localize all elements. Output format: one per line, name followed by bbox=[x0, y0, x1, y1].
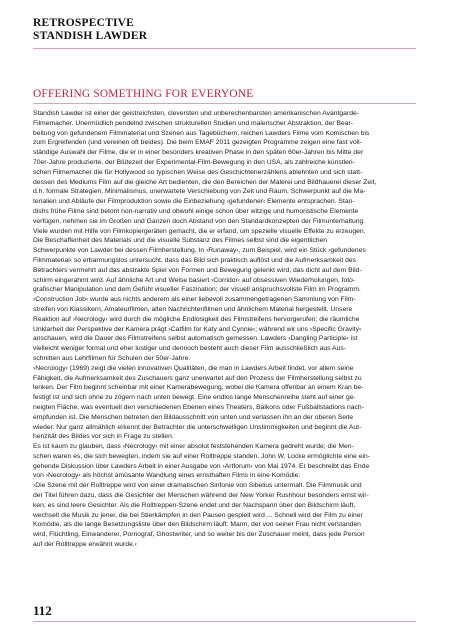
section-divider bbox=[33, 103, 416, 104]
footer-divider bbox=[33, 621, 416, 622]
body-line: Komödie, als die lange Besetzungsliste über den Bildschirm läuft: Mann, der von seiner Frau nicht verstanden bbox=[33, 521, 361, 529]
body-line: ständige Auswahl der Filme, die er in einer besonders kreativen Phase in den späten 60er-Jahren bis Mitte der bbox=[33, 149, 364, 157]
body-line: Unklarheit der Perspektive der Kamera prägt ›Catfilm for Katy and Cynnie‹; während wir uns ›Specific Gravity‹ bbox=[33, 325, 362, 333]
page-number: 112 bbox=[33, 603, 52, 618]
body-line: Reaktion auf ›Necrology‹ wird durch die mögliche Endlosigkeit des Filmstreifens hervorgerufen; die räumliche bbox=[33, 315, 360, 323]
body-line: Standish Lawder ist einer der geistreichsten, cleversten und unberechenbarsten amerikanischen Avantgarde- bbox=[33, 110, 359, 117]
body-line: Filmmaterial‹ so erbarmungslos untersucht, dass das Bild sich praktisch auflöst und die Aufmerksamkeit des bbox=[33, 256, 357, 264]
running-header bbox=[33, 17, 416, 43]
body-line: von ›Necrology‹ als höchst amüsante Wandlung eines ernsthaften Films in eine Komödie: bbox=[33, 472, 301, 480]
body-line: auf der Rolltreppe erwähnt wurde.‹ bbox=[33, 541, 137, 549]
body-line: empfunden ist. Die Menschen betreten den Bildausschnitt von unten und verlassen ihn an der oberen Seite bbox=[33, 413, 354, 421]
body-line: ›Construction Job‹ wurde aus nichts anderem als einer liebevoll zusammengetragenen Sammlung von Film- bbox=[33, 296, 356, 304]
body-line: Betrachters vermehrt auf das abstrakte Spiel von Formen und Bewegung gelenkt wird, das dicht auf dem Bild- bbox=[33, 266, 362, 274]
section-title: OFFERING SOMETHING FOR EVERYONE bbox=[33, 88, 254, 100]
body-line: verfügen, nehmen sie im Großen und Ganzen doch Abstand von den Standardkonzepten der Filmunterhaltung. bbox=[33, 217, 366, 225]
body-line: schen Filmemacher die für Hollywood so typischen Weise des Geschichtenerzählens ablehnten und sich statt- bbox=[33, 168, 363, 176]
body-line: Viele wurden mit Hilfe von Filmkopiergeräten gemacht, die er erfand, um spezielle visuelle Effekte zu erzeugen. bbox=[33, 227, 366, 235]
body-line: ken; es sind leere Gesichter. Als die Rolltreppen-Szene endet und der Nachspann über den Bildschirm läuft, bbox=[33, 501, 356, 509]
body-line: terialien und Abläufe der Filmproduktion sowie die Einbeziehung ›gefundener‹ Elemente entsprachen. Stan- bbox=[33, 198, 355, 206]
body-line: Es ist kaum zu glauben, dass ›Necrology‹ mit einer absolut feststehenden Kamera gedreht wurde; die Men- bbox=[33, 443, 354, 451]
body-line: ›Necrology‹ (1969) zeigt die vielen innovativen Qualitäten, die man in Lawders Arbeit findet, vor allem seine bbox=[33, 364, 354, 372]
body-line: schen waren es, die sich bewegten, indem sie auf einer Rolltreppe standen. John W. Locke ermöglichte eine ein- bbox=[33, 452, 370, 460]
body-line: wieder. Nur ganz allmählich erkennt der Betrachter die unterschwelligen Unstimmigkeiten und beginnt die Aut- bbox=[33, 423, 362, 431]
body-line: gehende Diskussion über Lawders Arbeit in einer Ausgabe von ›Artforum‹ von Mai 1974. Er beschreibt das Ende bbox=[33, 462, 370, 470]
body-line: schirm eingerahmt wird. Auf ähnliche Art und Weise basiert ›Corridor‹ auf obsessiven Wiederholungen, foto- bbox=[33, 276, 356, 284]
body-line: beitung von gefundenem Filmmaterial und Szenen aus Tagebüchern, reichen Lawders Filme vom Komischen bis bbox=[33, 129, 370, 137]
body-line: zum Ergreifenden (und vereinen oft beides). Die beim EMAF 2011 gezeigten Programme zeigen eine fast voll- bbox=[33, 139, 362, 147]
body-line: ›Die Szene mit der Rolltreppe wird von einer dramatischen Sinfonie von Sibelius untermalt. Die Filmmusik und bbox=[33, 482, 362, 490]
body-line: vielleicht weniger formal und eher lustiger und dennoch besteht auch dieser Film ausschließlich aus Aus- bbox=[33, 345, 346, 353]
body-line: dessen des Mediums Film auf die gleiche Art bedienten, die den Bereichen der Malerei und Bildhauerei dieser Zeit, bbox=[33, 178, 377, 186]
header-title: STANDISH LAWDER bbox=[33, 30, 148, 42]
body-line: Filmemacher. Unermüdlich pendelnd zwischen strukturellen Studien und malerischer Abstraktion, der Bear- bbox=[33, 119, 354, 127]
body-line: Schwerpunkte von Lawder bei dessen Filmherstellung. In ›Runaway‹, zum Beispiel, wird ein Stück ›gefundenes bbox=[33, 247, 366, 255]
body-line: der Titel führen dazu, dass die Gesichter der Menschen während der New Yorker Rushhour besonders ernst wir- bbox=[33, 492, 369, 500]
body-line: d.h. formale Strategien, Minimalismus, unerwartete Verschiebung von Zeit und Raum, Schwerpunkt auf die Ma- bbox=[33, 188, 366, 196]
body-line: grafischer Manipulation und dem Gefühl visueller Faszination; der visuell anspruchsvollste Film im Programm. bbox=[33, 286, 361, 294]
body-line: dishs frühe Filme sind betont non-narrativ und obwohl einige schon über witzige und humoristische Elemente bbox=[33, 207, 359, 215]
body-line: Die Beschaffenheit des Materials und die visuelle Substanz des Filmes selbst sind die eigentlichen bbox=[33, 237, 328, 245]
page bbox=[33, 0, 416, 640]
body-line: Fähigkeit, die Aufmerksamkeit des Zuschauers ganz unerwartet auf den Prozess der Filmherstellung selbst zu bbox=[33, 374, 362, 382]
body-line: festigt ist und sich ohne zu zögern nach unten bewegt. Eine endlos lange Menschenreihe steht auf einer ge- bbox=[33, 394, 356, 402]
body-line: streifen von Klassikern, Amateurfilmen, alten Nachrichtenfilmen und ähnlichem Material hergestellt. Unsere bbox=[33, 305, 353, 313]
body-line: anschauen, wird die Dauer des Filmstreifens selbst automatisch gemessen. Lawders ›Dangling Participle‹ ist bbox=[33, 335, 358, 343]
article-body bbox=[33, 109, 416, 550]
body-line: wechselt die Musik zu jener, die bei Stierkämpfen in den Pausen gespielt wird ... Schnell wird der Film zu einer bbox=[33, 511, 363, 519]
body-line: henzität des Bildes vor sich in Frage zu stellen. bbox=[33, 433, 174, 441]
header-divider bbox=[33, 48, 416, 49]
body-line: lenken. Der Film beginnt scheinbar mit einer Kamerabewegung, wobei die Kamera offenbar an einem Kran be- bbox=[33, 384, 364, 392]
body-line: neigten Fläche, was eventuell den verschiedenen Ebenen eines Theaters, Balkons oder Fußballstadions nach- bbox=[33, 403, 364, 411]
body-line: schnitten aus Lehrfilmen für Schulen der 50er-Jahre. bbox=[33, 354, 191, 362]
body-line: wird, Flüchtling, Einwanderer, Pornograf, Ghostwriter, und so weiter bis der Zuschauer meint, dass jede Person bbox=[33, 531, 365, 539]
body-line: 70er-Jahre produzierte, der Blütezeit der Experimental-Film-Bewegung in den USA, als zahlreiche künstleri- bbox=[33, 158, 355, 166]
header-kicker: RETROSPECTIVE bbox=[33, 17, 135, 29]
